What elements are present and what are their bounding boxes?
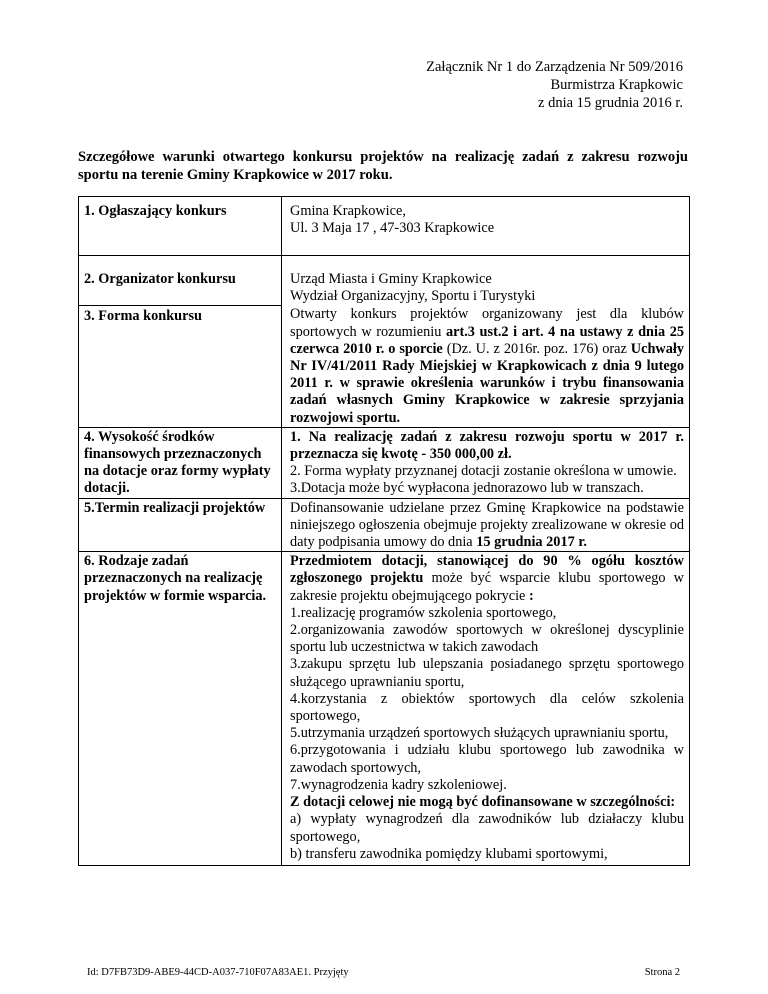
table-row [79, 256, 690, 306]
row-value [282, 427, 690, 498]
table-row [79, 552, 690, 866]
list-item: 2.organizowania zawodów sportowych w określonej dyscyplinie sportu lub uczestnictwa w takich zawodach [290, 622, 684, 656]
row-label: 3. Forma konkursu [79, 305, 282, 427]
table-row [79, 498, 690, 552]
header-line-3: z dnia 15 grudnia 2016 r. [538, 95, 683, 111]
row-value [282, 305, 690, 427]
document-id: Id: D7FB73D9-ABE9-44CD-A037-710F07A83AE1. Przyjęty [87, 967, 349, 978]
header-line-1: Załącznik Nr 1 do Zarządzenia Nr 509/2016 [426, 59, 683, 75]
value-text: Dofinansowanie udzielane przez Gminę Krapkowice na podstawie niniejszego ogłoszenia obejmuje projekty zrealizowane w okresie od daty podpisania umowy do dnia [290, 499, 684, 551]
value-bold: : [528, 587, 534, 604]
value-bold: Przedmiotem dotacji, stanowiącej do 90 % ogółu kosztów zgłoszonego projektu [290, 553, 684, 587]
value-text: (Dz. U. z 2016r. poz. 176) oraz [442, 340, 631, 357]
list-item: 7.wynagrodzenia kadry szkoleniowej. [290, 776, 507, 793]
document-header [426, 58, 683, 112]
conditions-table [78, 196, 690, 866]
table-row [79, 197, 690, 256]
table-row [79, 427, 690, 498]
page-number: Strona 2 [644, 967, 680, 978]
row-label: 5.Termin realizacji projektów [79, 498, 282, 552]
list-item: 3.zakupu sprzętu lub ulepszania posiadanego sprzętu sportowego służącego uprawnianiu sportu, [290, 656, 684, 690]
row-value [282, 552, 690, 866]
row-label: 2. Organizator konkursu [79, 256, 282, 306]
header-line-2: Burmistrza Krapkowic [550, 77, 683, 93]
value-text: 3.Dotacja może być wypłacona jednorazowo lub w transzach. [290, 480, 644, 497]
value-line: Urząd Miasta i Gminy Krapkowice [290, 271, 492, 287]
value-bold: art.3 ust.2 i art. 4 na ustawy z dnia 25 czerwca 2010 r. o sporcie [290, 323, 684, 357]
value-bold: Z dotacji celowej nie mogą być dofinansowane w szczególności: [290, 794, 676, 811]
list-item: 1.realizację programów szkolenia sportowego, [290, 604, 557, 621]
document-title: Szczegółowe warunki otwartego konkursu projektów na realizację zadań z zakresu rozwoju sportu na terenie Gminy Krapkowice w 2017 roku. [78, 149, 688, 183]
value-text: może być wsparcie klubu sportowego w zakresie projektu obejmującego pokrycie [290, 570, 684, 604]
value-bold: 1. Na realizację zadań z zakresu rozwoju sportu w 2017 r. przeznacza się kwotę - 350 000,00 zł. [290, 428, 684, 463]
value-line: Ul. 3 Maja 17 , 47-303 Krapkowice [290, 220, 495, 237]
table-row [79, 305, 690, 427]
row-value [282, 498, 690, 552]
list-item: 4.korzystania z obiektów sportowych dla celów szkolenia sportowego, [290, 690, 684, 725]
row-value [282, 197, 690, 256]
list-item: a) wypłaty wynagrodzeń dla zawodników lub działaczy klubu sportowego, [290, 811, 684, 845]
list-item: 6.przygotowania i udziału klubu sportowego lub zawodnika w zawodach sportowych, [290, 742, 684, 776]
row-label: 6. Rodzaje zadań przeznaczonych na realizację projektów w formie wsparcia. [79, 552, 282, 866]
row-label: 1. Ogłaszający konkurs [79, 197, 282, 256]
list-item: b) transferu zawodnika pomiędzy klubami sportowymi, [290, 845, 608, 862]
value-bold: Uchwały Nr IV/41/2011 Rady Miejskiej w Krapkowicach z dnia 9 lutego 2011 r. w sprawie określenia warunków i trybu finansowania zadań własnych Gminy Krapkowice w zakresie sprzyjania rozwojowi sportu. [290, 340, 684, 426]
row-label: 4. Wysokość środków finansowych przeznaczonych na dotacje oraz formy wypłaty dotacji. [79, 427, 282, 498]
value-bold: 15 grudnia 2017 r. [476, 534, 587, 551]
value-line: Wydział Organizacyjny, Sportu i Turystyki [290, 288, 536, 305]
list-item: 5.utrzymania urządzeń sportowych służących uprawnianiu sportu, [290, 725, 669, 742]
value-line: Gmina Krapkowice, [290, 203, 406, 219]
value-text: 2. Forma wypłaty przyznanej dotacji zostanie określona w umowie. [290, 463, 677, 480]
value-text: Otwarty konkurs projektów organizowany jest dla klubów sportowych w rozumieniu [290, 306, 684, 340]
row-value [282, 256, 690, 306]
